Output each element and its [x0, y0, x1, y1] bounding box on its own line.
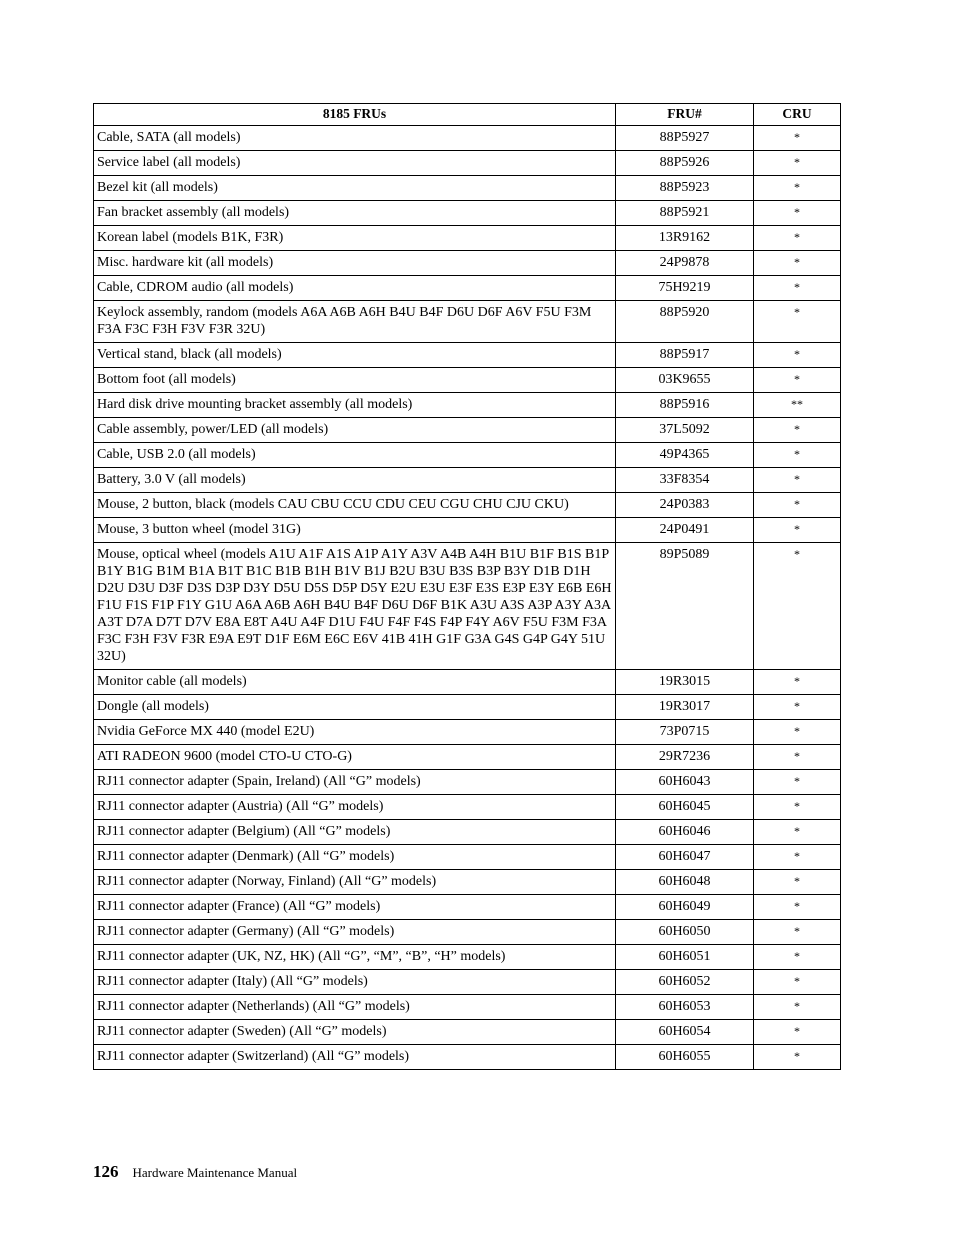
table-row	[94, 251, 841, 276]
fru-description: Bottom foot (all models)	[94, 368, 616, 393]
cru-marker: *	[754, 226, 841, 251]
fru-description: RJ11 connector adapter (Sweden) (All “G” models)	[94, 1020, 616, 1045]
cru-marker: *	[754, 543, 841, 670]
fru-number: 88P5916	[616, 393, 754, 418]
fru-description: RJ11 connector adapter (France) (All “G” models)	[94, 895, 616, 920]
table-row	[94, 795, 841, 820]
table-row	[94, 543, 841, 670]
fru-description: Dongle (all models)	[94, 695, 616, 720]
fru-description: RJ11 connector adapter (Switzerland) (All “G” models)	[94, 1045, 616, 1070]
cru-marker: *	[754, 468, 841, 493]
fru-table	[93, 103, 841, 1070]
fru-description: Korean label (models B1K, F3R)	[94, 226, 616, 251]
cru-marker: *	[754, 870, 841, 895]
page-footer	[93, 1162, 297, 1182]
cru-marker: *	[754, 745, 841, 770]
fru-description: Cable, CDROM audio (all models)	[94, 276, 616, 301]
cru-marker: *	[754, 945, 841, 970]
cru-marker: *	[754, 1045, 841, 1070]
fru-number: 73P0715	[616, 720, 754, 745]
fru-description: RJ11 connector adapter (Austria) (All “G” models)	[94, 795, 616, 820]
fru-number: 49P4365	[616, 443, 754, 468]
fru-description: Cable, USB 2.0 (all models)	[94, 443, 616, 468]
fru-number: 88P5921	[616, 201, 754, 226]
fru-description: Hard disk drive mounting bracket assembly (all models)	[94, 393, 616, 418]
table-header-row	[94, 104, 841, 126]
cru-marker: *	[754, 418, 841, 443]
fru-number: 33F8354	[616, 468, 754, 493]
fru-number: 60H6047	[616, 845, 754, 870]
fru-number: 89P5089	[616, 543, 754, 670]
table-row	[94, 695, 841, 720]
fru-number: 13R9162	[616, 226, 754, 251]
fru-number: 03K9655	[616, 368, 754, 393]
fru-description: RJ11 connector adapter (Italy) (All “G” models)	[94, 970, 616, 995]
cru-marker: *	[754, 493, 841, 518]
fru-number: 19R3017	[616, 695, 754, 720]
fru-description: Monitor cable (all models)	[94, 670, 616, 695]
page-number: 126	[93, 1162, 119, 1181]
fru-number: 37L5092	[616, 418, 754, 443]
fru-description: RJ11 connector adapter (Norway, Finland) (All “G” models)	[94, 870, 616, 895]
fru-description: Mouse, optical wheel (models A1U A1F A1S A1P A1Y A3V A4B A4H B1U B1F B1S B1P B1Y B1G B1M B1A B1T B1C B1B B1H B1V B1J B2U B3U B3S B3P B3Y D1B D1H D2U D3U D3F D3S D3P D3Y D5U D5S D5P D5Y E2U E3U E3F E3S E3P E3Y E6B E6H F1U F1S F1P F1Y G1U A6A A6B A6H B4U B4F D6U D6F B1K A3U A3S A3P A3Y A3A A3T D7A D7T D7V E8A E8T A4U A4F D1U F4U F4F F4S F4P F4Y A6V F5U F3M F3A F3C F3H F3V F3R E9A E9T D1F E6M E6C E6V 41B 41H G1F G3A G4S G4P G4Y 51U 32U)	[94, 543, 616, 670]
fru-number: 29R7236	[616, 745, 754, 770]
cru-marker: *	[754, 895, 841, 920]
table-row	[94, 895, 841, 920]
cru-marker: *	[754, 276, 841, 301]
cru-marker: *	[754, 695, 841, 720]
fru-number: 60H6049	[616, 895, 754, 920]
fru-description: Mouse, 2 button, black (models CAU CBU CCU CDU CEU CGU CHU CJU CKU)	[94, 493, 616, 518]
cru-marker: *	[754, 343, 841, 368]
table-row	[94, 468, 841, 493]
cru-marker: *	[754, 443, 841, 468]
cru-marker: *	[754, 151, 841, 176]
cru-marker: *	[754, 845, 841, 870]
table-row	[94, 493, 841, 518]
cru-marker: *	[754, 670, 841, 695]
fru-number: 24P0383	[616, 493, 754, 518]
table-row	[94, 518, 841, 543]
cru-marker: **	[754, 393, 841, 418]
fru-description: Nvidia GeForce MX 440 (model E2U)	[94, 720, 616, 745]
table-row	[94, 970, 841, 995]
fru-description: RJ11 connector adapter (Spain, Ireland) (All “G” models)	[94, 770, 616, 795]
table-row	[94, 920, 841, 945]
fru-number: 19R3015	[616, 670, 754, 695]
fru-number: 88P5920	[616, 301, 754, 343]
fru-number: 88P5926	[616, 151, 754, 176]
table-row	[94, 845, 841, 870]
fru-number: 88P5917	[616, 343, 754, 368]
fru-description: Bezel kit (all models)	[94, 176, 616, 201]
table-row	[94, 343, 841, 368]
fru-number: 88P5927	[616, 126, 754, 151]
cru-marker: *	[754, 368, 841, 393]
fru-description: Keylock assembly, random (models A6A A6B A6H B4U B4F D6U D6F A6V F5U F3M F3A F3C F3H F3V F3R 32U)	[94, 301, 616, 343]
table-row	[94, 995, 841, 1020]
fru-number: 60H6043	[616, 770, 754, 795]
fru-description: Misc. hardware kit (all models)	[94, 251, 616, 276]
fru-number: 60H6054	[616, 1020, 754, 1045]
table-body	[94, 126, 841, 1070]
cru-marker: *	[754, 920, 841, 945]
cru-marker: *	[754, 176, 841, 201]
fru-description: Cable assembly, power/LED (all models)	[94, 418, 616, 443]
table-row	[94, 670, 841, 695]
cru-marker: *	[754, 201, 841, 226]
table-row	[94, 443, 841, 468]
table-row	[94, 820, 841, 845]
fru-number: 60H6051	[616, 945, 754, 970]
fru-description: Cable, SATA (all models)	[94, 126, 616, 151]
table-row	[94, 945, 841, 970]
cru-marker: *	[754, 820, 841, 845]
table-row	[94, 368, 841, 393]
fru-description: RJ11 connector adapter (UK, NZ, HK) (All “G”, “M”, “B”, “H” models)	[94, 945, 616, 970]
table-row	[94, 126, 841, 151]
manual-title: Hardware Maintenance Manual	[132, 1165, 298, 1180]
fru-number: 60H6045	[616, 795, 754, 820]
cru-marker: *	[754, 795, 841, 820]
cru-marker: *	[754, 518, 841, 543]
cru-marker: *	[754, 995, 841, 1020]
table-row	[94, 151, 841, 176]
cru-marker: *	[754, 970, 841, 995]
fru-number: 60H6053	[616, 995, 754, 1020]
cru-marker: *	[754, 251, 841, 276]
fru-description: Mouse, 3 button wheel (model 31G)	[94, 518, 616, 543]
cru-marker: *	[754, 720, 841, 745]
header-fru-number: FRU#	[616, 104, 754, 126]
cru-marker: *	[754, 1020, 841, 1045]
table-row	[94, 745, 841, 770]
fru-description: Service label (all models)	[94, 151, 616, 176]
header-cru: CRU	[754, 104, 841, 126]
cru-marker: *	[754, 126, 841, 151]
fru-number: 60H6052	[616, 970, 754, 995]
fru-number: 60H6050	[616, 920, 754, 945]
fru-description: RJ11 connector adapter (Belgium) (All “G” models)	[94, 820, 616, 845]
fru-number: 60H6046	[616, 820, 754, 845]
table-row	[94, 201, 841, 226]
fru-number: 24P9878	[616, 251, 754, 276]
fru-description: RJ11 connector adapter (Germany) (All “G” models)	[94, 920, 616, 945]
table-row	[94, 720, 841, 745]
table-row	[94, 226, 841, 251]
cru-marker: *	[754, 301, 841, 343]
table-row	[94, 176, 841, 201]
fru-description: ATI RADEON 9600 (model CTO-U CTO-G)	[94, 745, 616, 770]
table-row	[94, 770, 841, 795]
table-row	[94, 276, 841, 301]
table-row	[94, 1045, 841, 1070]
fru-number: 60H6055	[616, 1045, 754, 1070]
fru-description: Vertical stand, black (all models)	[94, 343, 616, 368]
fru-description: Battery, 3.0 V (all models)	[94, 468, 616, 493]
fru-description: RJ11 connector adapter (Denmark) (All “G” models)	[94, 845, 616, 870]
fru-description: RJ11 connector adapter (Netherlands) (All “G” models)	[94, 995, 616, 1020]
fru-number: 24P0491	[616, 518, 754, 543]
header-description: 8185 FRUs	[94, 104, 616, 126]
fru-number: 75H9219	[616, 276, 754, 301]
fru-number: 60H6048	[616, 870, 754, 895]
table-row	[94, 870, 841, 895]
table-row	[94, 393, 841, 418]
table-row	[94, 1020, 841, 1045]
table-row	[94, 418, 841, 443]
table-row	[94, 301, 841, 343]
fru-number: 88P5923	[616, 176, 754, 201]
cru-marker: *	[754, 770, 841, 795]
fru-description: Fan bracket assembly (all models)	[94, 201, 616, 226]
